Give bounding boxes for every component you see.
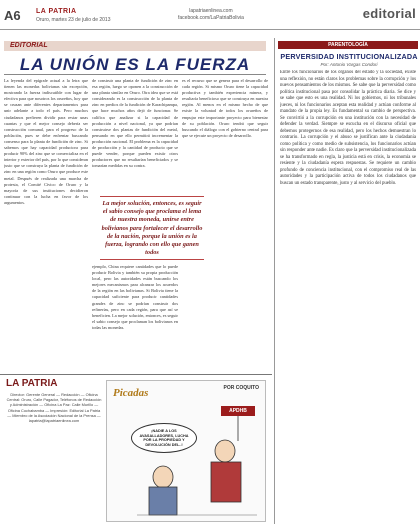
opinion-byline: Por: Antonio Vargas Condori bbox=[320, 62, 378, 67]
editorial-label-bar bbox=[4, 41, 266, 51]
editorial-col-3: es el recurso que se genera para el desarrollo de cada región. Si mismo Oruro tiene la capacidad productiva y también experiencia minera, y resultaría beneficioso que se construya en nuestra región. Al menos en el mismo hecho de que existe la voluntad de todos los orureños de empujar este importante proyecto para bienestar de su población. Oruro tendrá que seguir buscando el diálogo con el gobierno central para que se ejecute un proyecto de desarrollo. bbox=[182, 78, 268, 138]
divider bbox=[4, 74, 266, 75]
editorial-title: LA UNIÓN ES LA FUERZA bbox=[19, 55, 251, 74]
paper-logo: LA PATRIA bbox=[36, 8, 77, 15]
speech-bubble: ¡NADIE A LOS AVASALLADORES, LUCHA POR LA PROPIEDAD Y DEVOLUCIÓN DEL..! bbox=[131, 423, 197, 453]
website[interactable]: lapatriaenlinea.com bbox=[189, 8, 233, 14]
cartoon bbox=[106, 380, 266, 522]
page-number: A6 bbox=[4, 8, 21, 23]
divider bbox=[0, 374, 272, 375]
editorial-col-1: La leyenda del epígrafe actual a la letra que tienen las monedas bolivianas sin excepción, mostrando la fuerza indiscutible con lugar de efectiva para que nosotros los orureños, hoy que se cruzan ante diferentes departamentos para unir adelante a todo el país. Pero muchos ciudadanos prefieren dividir para restar unas cuantas y que el mejor consejo debería ser construcción comunal, para el progreso de la población, pues se debe enfrentar buscando consenso para la planta de fundición de zinc. Si sabemos que hay capacidad productora para producir 90% del zinc que se comercializa en el interior y exterior del país, por lo que consideran justo que se construya la planta de fundición de zinc en una región como Oruro que produce este metal. Después de realizada una marcha de protesta, el Comité Cívico de Oruro y la mayoría de sus instituciones decidieron continuar con la lucha en favor de los argumentos. bbox=[4, 78, 88, 205]
opinion-title: PERVERSIDAD INSTITUCIONALIZADA bbox=[280, 52, 418, 61]
opinion-body: Entre los funcionarios de los órganos del estado y la sociedad, existe una reflexión, no están claros los problemas sobre la corrupción y los nuevos pensamientos de los mismos. Se sabe que la perversidad como política institucional pasa por consolidar la práctica diaria. Se dice y se sabe que esto es una realidad. Ni los gobiernos, ni los tribunales jueces, ni los funcionarios aceptan esta realidad y actúan conforme al mandato de la propia ley. Es fundamental su cambio de perspectiva. Se convirtió a la corrupción en una institución con la necesidad de defender la verdad. Siempre se escucha en el discurso oficial que debemos protegernos de esa realidad, pero los hechos demuestran lo contrario. La corrupción y el abuso se justifican ante la ciudadanía como política y como medio de subsistencia, los funcionarios actúan sin responder ante nadie. Es claro que la perversidad institucionalizada se ha transformado en regla, la justicia está en crisis, la economía se resiente y la ciudadanía espera respuestas. Se requiere un cambio profundo de conciencia institucional, con el compromiso real de las autoridades y la participación activa de todos los ciudadanos que buscan un estado transparente, justo y al servicio del pueblo. bbox=[280, 70, 416, 186]
facebook-link[interactable]: facebook.com/LaPatriaBolivia bbox=[178, 15, 244, 21]
cartoon-sign: APDHB bbox=[221, 406, 255, 416]
cartoon-drawing bbox=[107, 381, 265, 521]
issue-date: Oruro, martes 23 de julio de 2013 bbox=[36, 17, 111, 23]
section-title: editorial bbox=[362, 6, 416, 21]
editorial-col-2b: ejemplo, China requiere cantidades que lo puede producir Bolivia y también su propia producción local, pero las autoridades están buscando los mejores mecanismos para alcanzar los acuerdos de la región en las bolivianas. Si Bolivia tiene la capacidad suficiente para producir cantidades grandes de zinc se podrían construir dos refinerías, pero en cada región, para que así se beneficien. La mejor solución, entonces, es seguir el sabio consejo que proclaman los bolivianos en todas las monedas. bbox=[92, 264, 178, 330]
editorial-col-2: de construir una planta de fundición de zinc en esa región, luego se oponen a la construcción de una planta similar en Oruro. Otra idea que se está considerando es la construcción de la planta de zinc en predios de la fundición de Karachipampa, que hace muchos años dejó de funcionar. Se califica que analizar si la capacidad de producción a nivel nacional, ya que podrían construirse dos plantas de fundición del metal, pensando en que ello permitirá incrementar la producción nacional. El problema es la capacidad de producción y la cantidad de producto que se puede vender, porque pueden existir otros productores que no resultarían beneficiados y se tomarían medidas en su contra. bbox=[92, 78, 178, 169]
page-header bbox=[0, 0, 420, 30]
column-separator bbox=[274, 38, 275, 524]
masthead-info: Director: Gerente General — Redacción — Oficina Central: Oruro, Calle Pagador, Teléfonos de Redacción y Administración — Oficina La Paz: Calle Murillo — Oficina Cochabamba — Impresión: Editorial La Patria — Miembro de la Asociación Nacional de la Prensa — lapatria@lapatriaenlinea.com bbox=[6, 392, 102, 424]
opinion-label: PARENTOLOGÍA bbox=[328, 42, 368, 48]
header-web bbox=[178, 8, 244, 22]
pull-quote: La mejor solución, entonces, es seguir el sabio consejo que proclama el lema de nuestra moneda, unirse entre bolivianos para fortalecer el desarrollo de la nación, porque la unión es la fuerza, logrando con ello que ganen todos bbox=[100, 196, 204, 260]
opinion-label-bar bbox=[278, 41, 418, 49]
cartoon-logo: Picadas bbox=[113, 387, 149, 399]
cartoon-signature: POR COQUITO bbox=[223, 385, 259, 391]
masthead-title: LA PATRIA bbox=[6, 378, 58, 389]
editorial-label: EDITORIAL bbox=[10, 42, 48, 49]
